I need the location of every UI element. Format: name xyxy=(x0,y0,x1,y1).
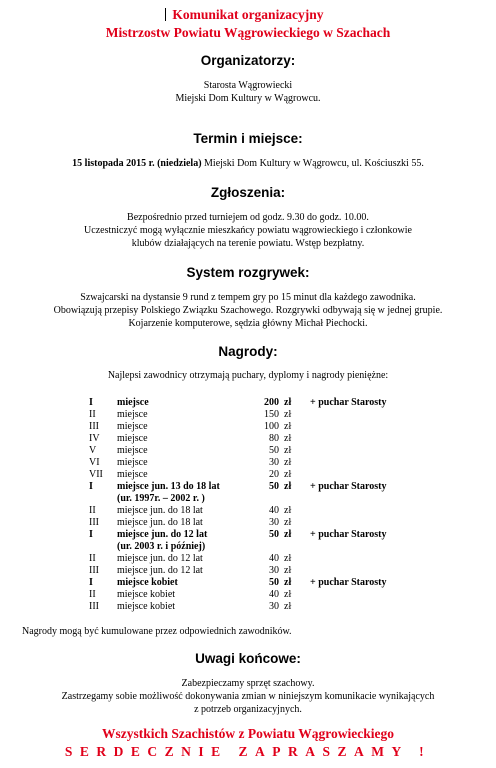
prize-birth-years: (ur. 1997r. – 2002 r. ) xyxy=(117,493,205,504)
prize-extra: + puchar Starosty xyxy=(310,529,387,540)
system-line-3: Kojarzenie komputerowe, sędzia główny Michał Piechocki. xyxy=(128,318,368,329)
prize-unit: zł xyxy=(284,409,292,420)
prize-place: II xyxy=(89,589,96,600)
invitation-line-2: SERDECZNIE ZAPRASZAMY ! xyxy=(64,744,432,759)
prize-amount: 200 xyxy=(264,397,279,408)
prize-row xyxy=(0,565,496,577)
prize-place: IV xyxy=(89,433,100,444)
prize-amount: 50 xyxy=(269,481,279,492)
prize-row xyxy=(0,589,496,601)
organizer-2: Miejski Dom Kultury w Wągrowcu. xyxy=(175,93,321,104)
venue-line xyxy=(0,158,496,170)
announcement-title: Komunikat organizacyjny xyxy=(172,7,324,22)
prize-row xyxy=(0,505,496,517)
prize-label: miejsce jun. do 18 lat xyxy=(117,505,203,516)
prize-place: I xyxy=(89,529,93,540)
prize-birth-years: (ur. 2003 r. i później) xyxy=(117,541,206,552)
prize-unit: zł xyxy=(284,397,292,408)
prize-place: III xyxy=(89,421,99,432)
prize-place: VI xyxy=(89,457,100,468)
prize-row xyxy=(0,421,496,433)
prize-unit: zł xyxy=(284,589,292,600)
prize-unit: zł xyxy=(284,469,292,480)
prize-amount: 40 xyxy=(269,553,279,564)
prizes-note: Nagrody mogą być kumulowane przez odpowiednich zawodników. xyxy=(22,626,292,637)
prize-place: III xyxy=(89,517,99,528)
organizers-heading: Organizatorzy: xyxy=(200,53,296,68)
prize-label: miejsce kobiet xyxy=(117,589,176,600)
event-place: Miejski Dom Kultury w Wągrowcu, ul. Kościuszki 55. xyxy=(201,158,424,169)
prize-label: miejsce kobiet xyxy=(117,601,176,612)
prize-row xyxy=(0,517,496,529)
system-line-2: Obowiązują przepisy Polskiego Związku Szachowego. Rozgrywki odbywają się w jednej grupie. xyxy=(53,305,443,316)
prize-amount: 20 xyxy=(269,469,279,480)
prize-place: III xyxy=(89,565,99,576)
final-line-2: Zastrzegamy sobie możliwość dokonywania zmian w niniejszym komunikacie wynikających xyxy=(61,691,435,702)
prize-unit: zł xyxy=(284,517,292,528)
prize-amount: 150 xyxy=(264,409,279,420)
prize-label: miejsce xyxy=(117,433,148,444)
prize-unit: zł xyxy=(284,565,292,576)
prize-label: miejsce xyxy=(117,457,148,468)
prize-unit: zł xyxy=(284,421,292,432)
prize-amount: 50 xyxy=(269,445,279,456)
prize-place: V xyxy=(89,445,97,456)
prize-unit: zł xyxy=(284,481,292,492)
final-line-1: Zabezpieczamy sprzęt szachowy. xyxy=(181,678,315,689)
prize-extra: + puchar Starosty xyxy=(310,577,387,588)
prize-row xyxy=(0,457,496,469)
prize-unit: zł xyxy=(284,601,292,612)
prize-label: miejsce jun. do 18 lat xyxy=(117,517,203,528)
venue-heading: Termin i miejsce: xyxy=(193,131,303,146)
prize-place: III xyxy=(89,601,99,612)
prize-label: miejsce jun. do 12 lat xyxy=(117,553,203,564)
prize-label: miejsce kobiet xyxy=(117,577,178,588)
prize-label: miejsce jun. 13 do 18 lat xyxy=(117,481,220,492)
prize-amount: 30 xyxy=(269,601,279,612)
prize-label: miejsce jun. do 12 lat xyxy=(117,565,203,576)
prize-label: miejsce xyxy=(117,421,148,432)
prize-place: VII xyxy=(89,469,103,480)
final-heading: Uwagi końcowe: xyxy=(195,651,301,666)
prize-amount: 40 xyxy=(269,589,279,600)
prize-unit: zł xyxy=(284,505,292,516)
prize-row xyxy=(0,529,496,541)
prize-amount: 50 xyxy=(269,529,279,540)
prize-row xyxy=(0,601,496,613)
prize-unit: zł xyxy=(284,577,292,588)
registration-line-2: Uczestniczyć mogą wyłącznie mieszkańcy powiatu wągrowieckiego i członkowie xyxy=(84,225,412,236)
prize-label: miejsce xyxy=(117,445,148,456)
system-heading: System rozgrywek: xyxy=(186,265,310,280)
championship-title: Mistrzostw Powiatu Wągrowieckiego w Szachach xyxy=(105,25,391,40)
prize-place: II xyxy=(89,505,96,516)
event-date: 15 listopada 2015 r. (niedziela) xyxy=(72,158,202,169)
prize-unit: zł xyxy=(284,457,292,468)
system-line-1: Szwajcarski na dystansie 9 rund z tempem gry po 15 minut dla każdego zawodnika. xyxy=(80,292,416,303)
registration-line-1: Bezpośrednio przed turniejem od godz. 9.30 do godz. 10.00. xyxy=(127,212,369,223)
prize-amount: 30 xyxy=(269,517,279,528)
prize-extra: + puchar Starosty xyxy=(310,397,387,408)
prize-row xyxy=(0,469,496,481)
prize-place: I xyxy=(89,397,93,408)
final-line-3: z potrzeb organizacyjnych. xyxy=(194,704,302,715)
prizes-heading: Nagrody: xyxy=(218,344,278,359)
prize-label: miejsce jun. do 12 lat xyxy=(117,529,208,540)
prize-label: miejsce xyxy=(117,397,149,408)
organizer-1: Starosta Wągrowiecki xyxy=(203,80,293,91)
prize-place: I xyxy=(89,577,93,588)
prize-unit: zł xyxy=(284,529,292,540)
prize-amount: 40 xyxy=(269,505,279,516)
prize-unit: zł xyxy=(284,445,292,456)
prize-label: miejsce xyxy=(117,469,148,480)
prize-place: II xyxy=(89,409,96,420)
registration-heading: Zgłoszenia: xyxy=(210,185,286,200)
prize-amount: 100 xyxy=(264,421,279,432)
prize-place: II xyxy=(89,553,96,564)
prize-row xyxy=(0,397,496,409)
prize-extra: + puchar Starosty xyxy=(310,481,387,492)
invitation-line-1: Wszystkich Szachistów z Powiatu Wągrowieckiego xyxy=(102,726,394,741)
prize-amount: 80 xyxy=(269,433,279,444)
prize-amount: 30 xyxy=(269,457,279,468)
prize-row xyxy=(0,409,496,421)
registration-line-3: klubów działających na terenie powiatu. Wstęp bezpłatny. xyxy=(131,238,365,249)
prize-amount: 50 xyxy=(269,577,279,588)
prize-label: miejsce xyxy=(117,409,148,420)
prize-row xyxy=(0,577,496,589)
prizes-intro: Najlepsi zawodnicy otrzymają puchary, dyplomy i nagrody pieniężne: xyxy=(107,370,389,381)
prize-row xyxy=(0,481,496,493)
prize-row xyxy=(0,445,496,457)
prize-place: I xyxy=(89,481,93,492)
prize-row xyxy=(0,433,496,445)
prize-amount: 30 xyxy=(269,565,279,576)
prize-row xyxy=(0,553,496,565)
prize-unit: zł xyxy=(284,433,292,444)
prize-unit: zł xyxy=(284,553,292,564)
